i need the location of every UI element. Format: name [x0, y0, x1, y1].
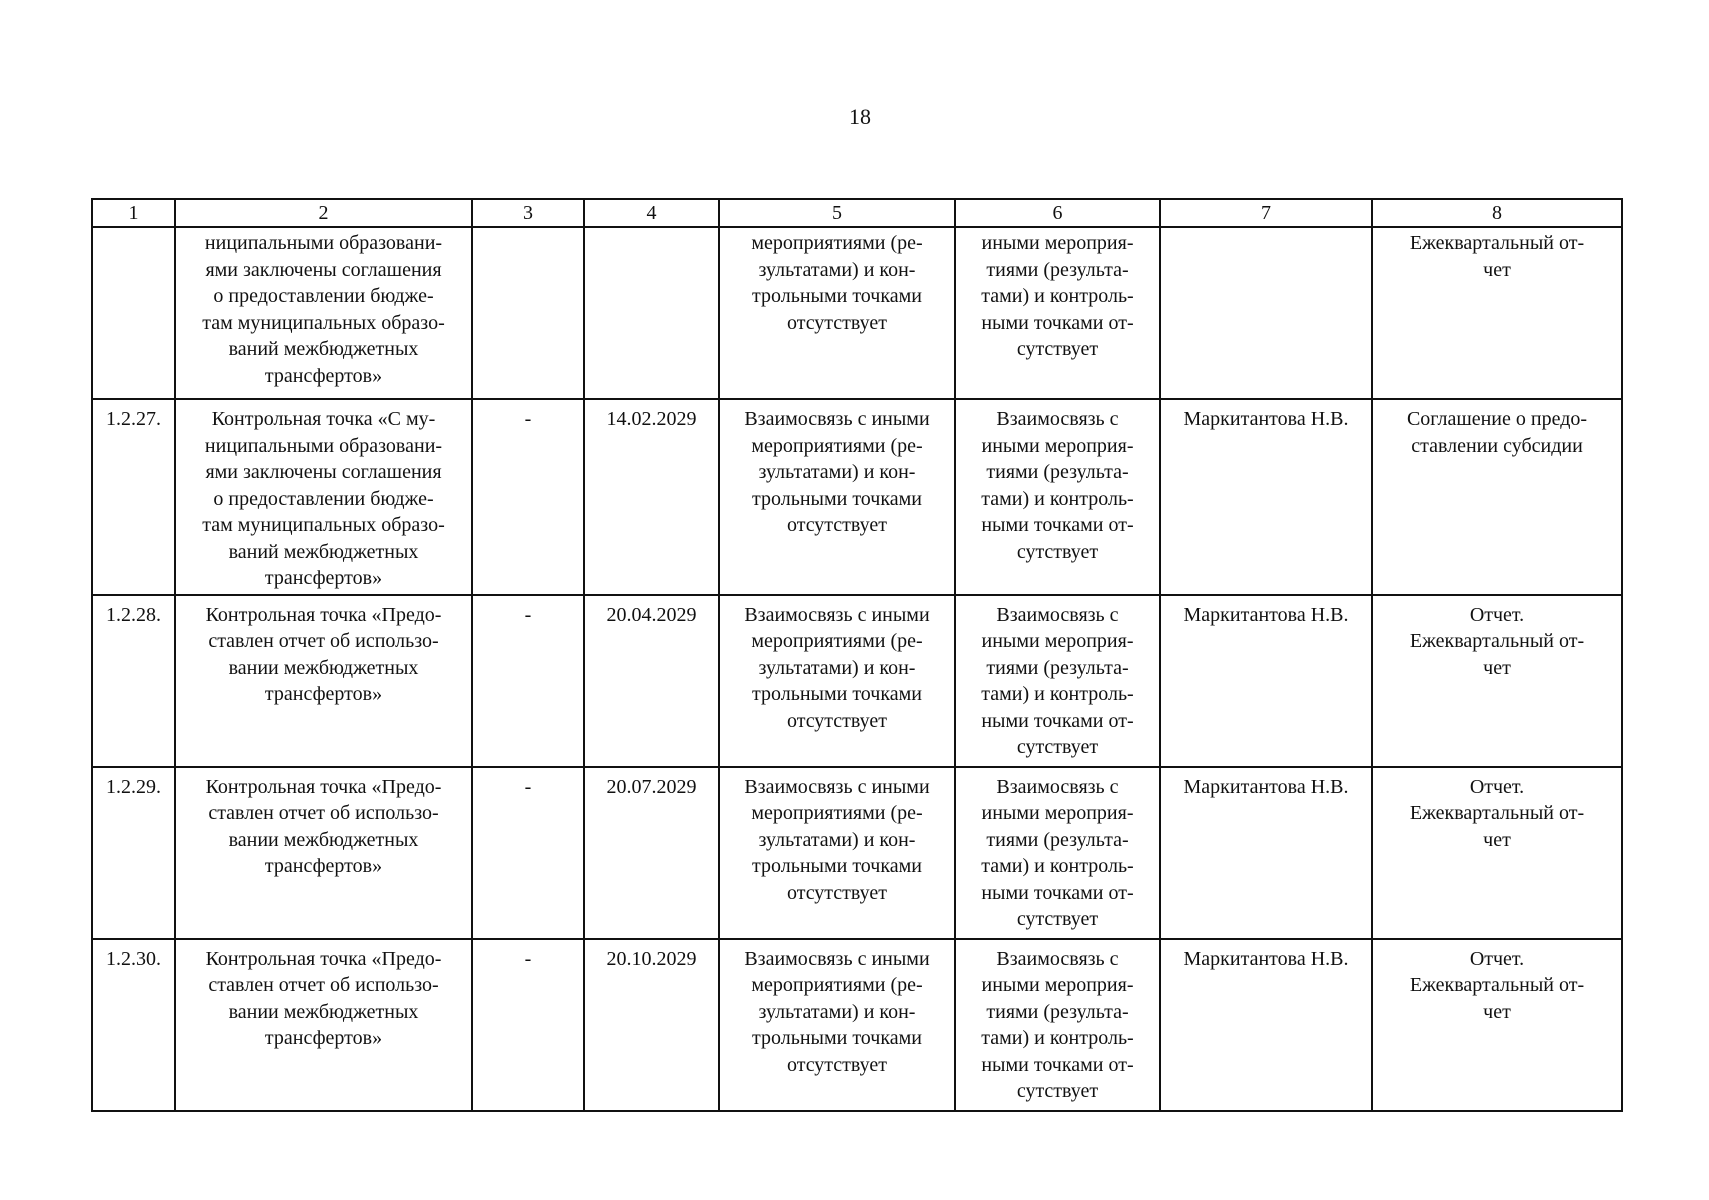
control-point-name-cell: Контрольная точка «С му- ниципальными образовани- ями заключены соглашения о предоставлении бюдже- там муниципальных образо- ваний межбюджетных трансфертов» — [175, 399, 472, 595]
column-5-cell: Взаимосвязь с иными мероприятиями (ре- зультатами) и кон- трольными точками отсутствует — [719, 767, 955, 939]
column-3-cell — [472, 227, 584, 399]
column-5-cell: Взаимосвязь с иными мероприятиями (ре- зультатами) и кон- трольными точками отсутствует — [719, 595, 955, 767]
date-cell: 14.02.2029 — [584, 399, 719, 595]
column-6-cell: Взаимосвязь с иными мероприя- тиями (результа- тами) и контроль- ными точками от- сутствует — [955, 767, 1160, 939]
responsible-cell — [1160, 227, 1372, 399]
control-point-name-cell: Контрольная точка «Предо- ставлен отчет об использо- вании межбюджетных трансфертов» — [175, 939, 472, 1111]
responsible-cell: Маркитантова Н.В. — [1160, 767, 1372, 939]
column-5-cell: Взаимосвязь с иными мероприятиями (ре- зультатами) и кон- трольными точками отсутствует — [719, 399, 955, 595]
control-point-name-cell: Контрольная точка «Предо- ставлен отчет об использо- вании межбюджетных трансфертов» — [175, 767, 472, 939]
responsible-cell: Маркитантова Н.В. — [1160, 399, 1372, 595]
row-number-cell: 1.2.28. — [92, 595, 175, 767]
row-number-cell — [92, 227, 175, 399]
column-3-cell: - — [472, 595, 584, 767]
column-header: 1 — [92, 199, 175, 227]
column-5-cell: мероприятиями (ре- зультатами) и кон- трольными точками отсутствует — [719, 227, 955, 399]
document-cell: Отчет. Ежеквартальный от- чет — [1372, 939, 1622, 1111]
date-cell: 20.04.2029 — [584, 595, 719, 767]
column-header: 8 — [1372, 199, 1622, 227]
column-header: 2 — [175, 199, 472, 227]
header-row — [92, 199, 1622, 227]
table-row — [92, 767, 1622, 939]
table-row — [92, 399, 1622, 595]
row-number-cell: 1.2.30. — [92, 939, 175, 1111]
document-cell: Отчет. Ежеквартальный от- чет — [1372, 767, 1622, 939]
date-cell: 20.07.2029 — [584, 767, 719, 939]
column-header: 3 — [472, 199, 584, 227]
row-number-cell: 1.2.29. — [92, 767, 175, 939]
control-point-name-cell: ниципальными образовани- ями заключены соглашения о предоставлении бюдже- там муниципальных образо- ваний межбюджетных трансфертов» — [175, 227, 472, 399]
table-row — [92, 227, 1622, 399]
column-5-cell: Взаимосвязь с иными мероприятиями (ре- зультатами) и кон- трольными точками отсутствует — [719, 939, 955, 1111]
responsible-cell: Маркитантова Н.В. — [1160, 939, 1372, 1111]
table-row — [92, 595, 1622, 767]
document-cell: Соглашение о предо- ставлении субсидии — [1372, 399, 1622, 595]
column-6-cell: иными мероприя- тиями (результа- тами) и контроль- ными точками от- сутствует — [955, 227, 1160, 399]
column-header: 5 — [719, 199, 955, 227]
column-header: 7 — [1160, 199, 1372, 227]
column-3-cell: - — [472, 767, 584, 939]
document-cell: Отчет. Ежеквартальный от- чет — [1372, 595, 1622, 767]
column-header: 6 — [955, 199, 1160, 227]
column-header: 4 — [584, 199, 719, 227]
column-3-cell: - — [472, 939, 584, 1111]
responsible-cell: Маркитантова Н.В. — [1160, 595, 1372, 767]
table-row — [92, 939, 1622, 1111]
date-cell — [584, 227, 719, 399]
document-cell: Ежеквартальный от- чет — [1372, 227, 1622, 399]
date-cell: 20.10.2029 — [584, 939, 719, 1111]
column-3-cell: - — [472, 399, 584, 595]
control-point-name-cell: Контрольная точка «Предо- ставлен отчет об использо- вании межбюджетных трансфертов» — [175, 595, 472, 767]
column-6-cell: Взаимосвязь с иными мероприя- тиями (результа- тами) и контроль- ными точками от- сутствует — [955, 399, 1160, 595]
control-points-table — [91, 198, 1623, 1112]
column-6-cell: Взаимосвязь с иными мероприя- тиями (результа- тами) и контроль- ными точками от- сутствует — [955, 595, 1160, 767]
page-number: 18 — [849, 104, 871, 129]
row-number-cell: 1.2.27. — [92, 399, 175, 595]
column-6-cell: Взаимосвязь с иными мероприя- тиями (результа- тами) и контроль- ными точками от- сутствует — [955, 939, 1160, 1111]
